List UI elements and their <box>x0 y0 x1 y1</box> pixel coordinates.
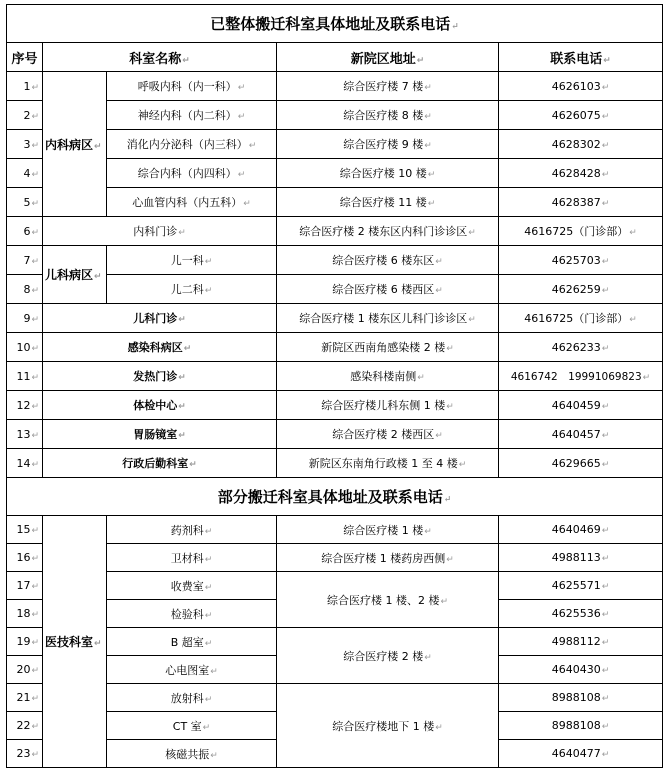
dept-phone: 8988108 ↵ <box>499 684 663 712</box>
return-mark-icon <box>629 228 637 238</box>
return-mark-icon <box>629 315 637 325</box>
dept-address: 综合医疗楼 1 楼药房西侧 ↵ <box>277 544 499 572</box>
return-mark-icon <box>210 751 218 761</box>
dept-phone: 4640430 ↵ <box>499 656 663 684</box>
header-row <box>7 43 663 72</box>
header-address: 新院区地址 ↵ <box>277 43 499 72</box>
dept-phone: 8988108 ↵ <box>499 712 663 740</box>
dept-name: 放射科 ↵ <box>107 684 277 712</box>
dept-name: 核磁共振 ↵ <box>107 740 277 768</box>
return-mark-icon <box>643 373 651 383</box>
return-mark-icon <box>31 722 39 732</box>
return-mark-icon <box>424 112 432 122</box>
row-no: 3 ↵ <box>7 130 43 159</box>
dept-name: 发热门诊 ↵ <box>43 362 277 391</box>
dept-address: 综合医疗楼 6 楼西区 ↵ <box>277 275 499 304</box>
return-mark-icon <box>31 666 39 676</box>
dept-name: B 超室 ↵ <box>107 628 277 656</box>
dept-address: 综合医疗楼 9 楼 ↵ <box>277 130 499 159</box>
dept-phone: 4616742 19991069823 ↵ <box>499 362 663 391</box>
return-mark-icon <box>31 638 39 648</box>
return-mark-icon <box>238 83 246 93</box>
return-mark-icon <box>238 112 246 122</box>
return-mark-icon <box>435 257 443 267</box>
return-mark-icon <box>94 142 102 152</box>
document-page <box>6 4 663 768</box>
return-mark-icon <box>602 722 610 732</box>
return-mark-icon <box>440 597 448 607</box>
row-no: 18 ↵ <box>7 600 43 628</box>
return-mark-icon <box>182 56 190 66</box>
return-mark-icon <box>205 639 213 649</box>
return-mark-icon <box>205 527 213 537</box>
dept-name: 神经内科（内二科） ↵ <box>107 101 277 130</box>
dept-phone: 4628302 ↵ <box>499 130 663 159</box>
row-no: 11 ↵ <box>7 362 43 391</box>
dept-name: 儿二科 ↵ <box>107 275 277 304</box>
return-mark-icon <box>31 315 39 325</box>
return-mark-icon <box>249 141 257 151</box>
dept-phone: 4628428 ↵ <box>499 159 663 188</box>
dept-address: 综合医疗楼 2 楼西区 ↵ <box>277 420 499 449</box>
return-mark-icon <box>446 344 454 354</box>
return-mark-icon <box>417 56 425 66</box>
dept-address: 综合医疗楼 6 楼东区 ↵ <box>277 246 499 275</box>
return-mark-icon <box>31 112 39 122</box>
dept-phone: 4626103 ↵ <box>499 72 663 101</box>
return-mark-icon <box>205 611 213 621</box>
dept-phone: 4625536 ↵ <box>499 600 663 628</box>
table-row <box>7 304 663 333</box>
return-mark-icon <box>446 555 454 565</box>
table-row <box>7 246 663 275</box>
row-no: 12 ↵ <box>7 391 43 420</box>
return-mark-icon <box>31 286 39 296</box>
dept-address: 综合医疗楼 1 楼、2 楼 ↵ <box>277 572 499 628</box>
row-no: 2 ↵ <box>7 101 43 130</box>
return-mark-icon <box>205 583 213 593</box>
row-no: 8 ↵ <box>7 275 43 304</box>
header-phone: 联系电话 ↵ <box>499 43 663 72</box>
return-mark-icon <box>205 286 213 296</box>
section2-title: 部分搬迁科室具体地址及联系电话 ↵ <box>7 478 663 516</box>
return-mark-icon <box>31 402 39 412</box>
row-no: 23 ↵ <box>7 740 43 768</box>
group-pediatric: 儿科病区 ↵ <box>43 246 107 304</box>
dept-name: 行政后勤科室 ↵ <box>43 449 277 478</box>
table-row <box>7 217 663 246</box>
return-mark-icon <box>31 610 39 620</box>
return-mark-icon <box>31 170 39 180</box>
return-mark-icon <box>602 638 610 648</box>
return-mark-icon <box>31 257 39 267</box>
dept-name: 感染科病区 ↵ <box>43 333 277 362</box>
dept-phone: 4626075 ↵ <box>499 101 663 130</box>
return-mark-icon <box>602 666 610 676</box>
dept-phone: 4640469 ↵ <box>499 516 663 544</box>
dept-address: 综合医疗楼儿科东侧 1 楼 ↵ <box>277 391 499 420</box>
return-mark-icon <box>184 344 192 354</box>
dept-name: 内科门诊 ↵ <box>43 217 277 246</box>
dept-phone: 4626233 ↵ <box>499 333 663 362</box>
dept-address: 综合医疗楼 8 楼 ↵ <box>277 101 499 130</box>
dept-name: 儿一科 ↵ <box>107 246 277 275</box>
row-no: 16 ↵ <box>7 544 43 572</box>
return-mark-icon <box>468 315 476 325</box>
return-mark-icon <box>205 555 213 565</box>
row-no: 7 ↵ <box>7 246 43 275</box>
return-mark-icon <box>31 228 39 238</box>
return-mark-icon <box>428 199 436 209</box>
return-mark-icon <box>424 83 432 93</box>
table-row <box>7 449 663 478</box>
return-mark-icon <box>468 228 476 238</box>
dept-name: 消化内分泌科（内三科） ↵ <box>107 130 277 159</box>
return-mark-icon <box>189 460 197 470</box>
return-mark-icon <box>435 286 443 296</box>
row-no: 17 ↵ <box>7 572 43 600</box>
dept-address: 新院区东南角行政楼 1 至 4 楼 ↵ <box>277 449 499 478</box>
row-no: 21 ↵ <box>7 684 43 712</box>
return-mark-icon <box>602 554 610 564</box>
dept-address: 综合医疗楼 2 楼 ↵ <box>277 628 499 684</box>
dept-address: 综合医疗楼 7 楼 ↵ <box>277 72 499 101</box>
return-mark-icon <box>602 694 610 704</box>
return-mark-icon <box>238 170 246 180</box>
department-address-table <box>6 4 663 768</box>
row-no: 13 ↵ <box>7 420 43 449</box>
return-mark-icon <box>602 750 610 760</box>
dept-name: 卫材科 ↵ <box>107 544 277 572</box>
dept-name: 药剂科 ↵ <box>107 516 277 544</box>
dept-address: 综合医疗楼 1 楼 ↵ <box>277 516 499 544</box>
return-mark-icon <box>459 460 467 470</box>
return-mark-icon <box>31 694 39 704</box>
dept-name: 儿科门诊 ↵ <box>43 304 277 333</box>
return-mark-icon <box>428 170 436 180</box>
dept-phone: 4988112 ↵ <box>499 628 663 656</box>
row-no: 15 ↵ <box>7 516 43 544</box>
return-mark-icon <box>178 315 186 325</box>
return-mark-icon <box>31 554 39 564</box>
row-no: 4 ↵ <box>7 159 43 188</box>
row-no: 19 ↵ <box>7 628 43 656</box>
table-row <box>7 516 663 544</box>
dept-phone: 4629665 ↵ <box>499 449 663 478</box>
return-mark-icon <box>602 83 610 93</box>
section1-title-row <box>7 5 663 43</box>
return-mark-icon <box>602 460 610 470</box>
return-mark-icon <box>602 286 610 296</box>
dept-phone: 4640457 ↵ <box>499 420 663 449</box>
group-medtech: 医技科室 ↵ <box>43 516 107 768</box>
return-mark-icon <box>435 431 443 441</box>
return-mark-icon <box>205 695 213 705</box>
row-no: 6 ↵ <box>7 217 43 246</box>
return-mark-icon <box>178 431 186 441</box>
row-no: 9 ↵ <box>7 304 43 333</box>
return-mark-icon <box>178 228 186 238</box>
return-mark-icon <box>446 402 454 412</box>
group-internal: 内科病区 ↵ <box>43 72 107 217</box>
return-mark-icon <box>602 431 610 441</box>
return-mark-icon <box>451 22 459 32</box>
table-row <box>7 72 663 101</box>
return-mark-icon <box>31 344 39 354</box>
dept-phone: 4626259 ↵ <box>499 275 663 304</box>
return-mark-icon <box>31 526 39 536</box>
dept-name: 心血管内科（内五科） ↵ <box>107 188 277 217</box>
dept-address: 综合医疗楼 10 楼 ↵ <box>277 159 499 188</box>
return-mark-icon <box>203 723 211 733</box>
dept-phone: 4988113 ↵ <box>499 544 663 572</box>
dept-name: 检验科 ↵ <box>107 600 277 628</box>
return-mark-icon <box>31 83 39 93</box>
table-row <box>7 391 663 420</box>
header-dept: 科室名称 ↵ <box>43 43 277 72</box>
return-mark-icon <box>602 402 610 412</box>
dept-name: 体检中心 ↵ <box>43 391 277 420</box>
return-mark-icon <box>31 373 39 383</box>
header-no: 序号 <box>7 43 43 72</box>
return-mark-icon <box>602 141 610 151</box>
dept-name: 收费室 ↵ <box>107 572 277 600</box>
dept-phone: 4625703 ↵ <box>499 246 663 275</box>
return-mark-icon <box>31 141 39 151</box>
return-mark-icon <box>94 272 102 282</box>
row-no: 10 ↵ <box>7 333 43 362</box>
dept-phone: 4628387 ↵ <box>499 188 663 217</box>
dept-name: 胃肠镜室 ↵ <box>43 420 277 449</box>
dept-name: 综合内科（内四科） ↵ <box>107 159 277 188</box>
return-mark-icon <box>31 750 39 760</box>
return-mark-icon <box>417 373 425 383</box>
return-mark-icon <box>602 344 610 354</box>
dept-phone: 4640477 ↵ <box>499 740 663 768</box>
dept-address: 新院区西南角感染楼 2 楼 ↵ <box>277 333 499 362</box>
section1-title: 已整体搬迁科室具体地址及联系电话 ↵ <box>7 5 663 43</box>
return-mark-icon <box>31 582 39 592</box>
return-mark-icon <box>602 610 610 620</box>
return-mark-icon <box>31 431 39 441</box>
return-mark-icon <box>243 199 251 209</box>
dept-address: 综合医疗楼 11 楼 ↵ <box>277 188 499 217</box>
return-mark-icon <box>178 402 186 412</box>
section2-title-row <box>7 478 663 516</box>
return-mark-icon <box>602 112 610 122</box>
return-mark-icon <box>424 527 432 537</box>
return-mark-icon <box>602 199 610 209</box>
return-mark-icon <box>205 257 213 267</box>
table-row <box>7 362 663 391</box>
row-no: 1 ↵ <box>7 72 43 101</box>
row-no: 5 ↵ <box>7 188 43 217</box>
return-mark-icon <box>94 639 102 649</box>
return-mark-icon <box>424 141 432 151</box>
dept-address: 综合医疗楼 1 楼东区儿科门诊诊区 ↵ <box>277 304 499 333</box>
dept-address: 综合医疗楼 2 楼东区内科门诊诊区 ↵ <box>277 217 499 246</box>
dept-address: 综合医疗楼地下 1 楼 ↵ <box>277 684 499 768</box>
return-mark-icon <box>444 495 452 505</box>
dept-phone: 4640459 ↵ <box>499 391 663 420</box>
return-mark-icon <box>602 170 610 180</box>
table-row <box>7 333 663 362</box>
row-no: 22 ↵ <box>7 712 43 740</box>
return-mark-icon <box>31 199 39 209</box>
dept-name: CT 室 ↵ <box>107 712 277 740</box>
return-mark-icon <box>424 653 432 663</box>
dept-phone: 4625571 ↵ <box>499 572 663 600</box>
return-mark-icon <box>602 257 610 267</box>
return-mark-icon <box>178 373 186 383</box>
return-mark-icon <box>603 56 611 66</box>
return-mark-icon <box>31 460 39 470</box>
dept-address: 感染科楼南侧 ↵ <box>277 362 499 391</box>
dept-name: 心电图室 ↵ <box>107 656 277 684</box>
dept-phone: 4616725（门诊部） ↵ <box>499 217 663 246</box>
return-mark-icon <box>210 667 218 677</box>
return-mark-icon <box>602 582 610 592</box>
row-no: 20 ↵ <box>7 656 43 684</box>
table-row <box>7 420 663 449</box>
dept-name: 呼吸内科（内一科） ↵ <box>107 72 277 101</box>
return-mark-icon <box>435 723 443 733</box>
dept-phone: 4616725（门诊部） ↵ <box>499 304 663 333</box>
return-mark-icon <box>602 526 610 536</box>
row-no: 14 ↵ <box>7 449 43 478</box>
